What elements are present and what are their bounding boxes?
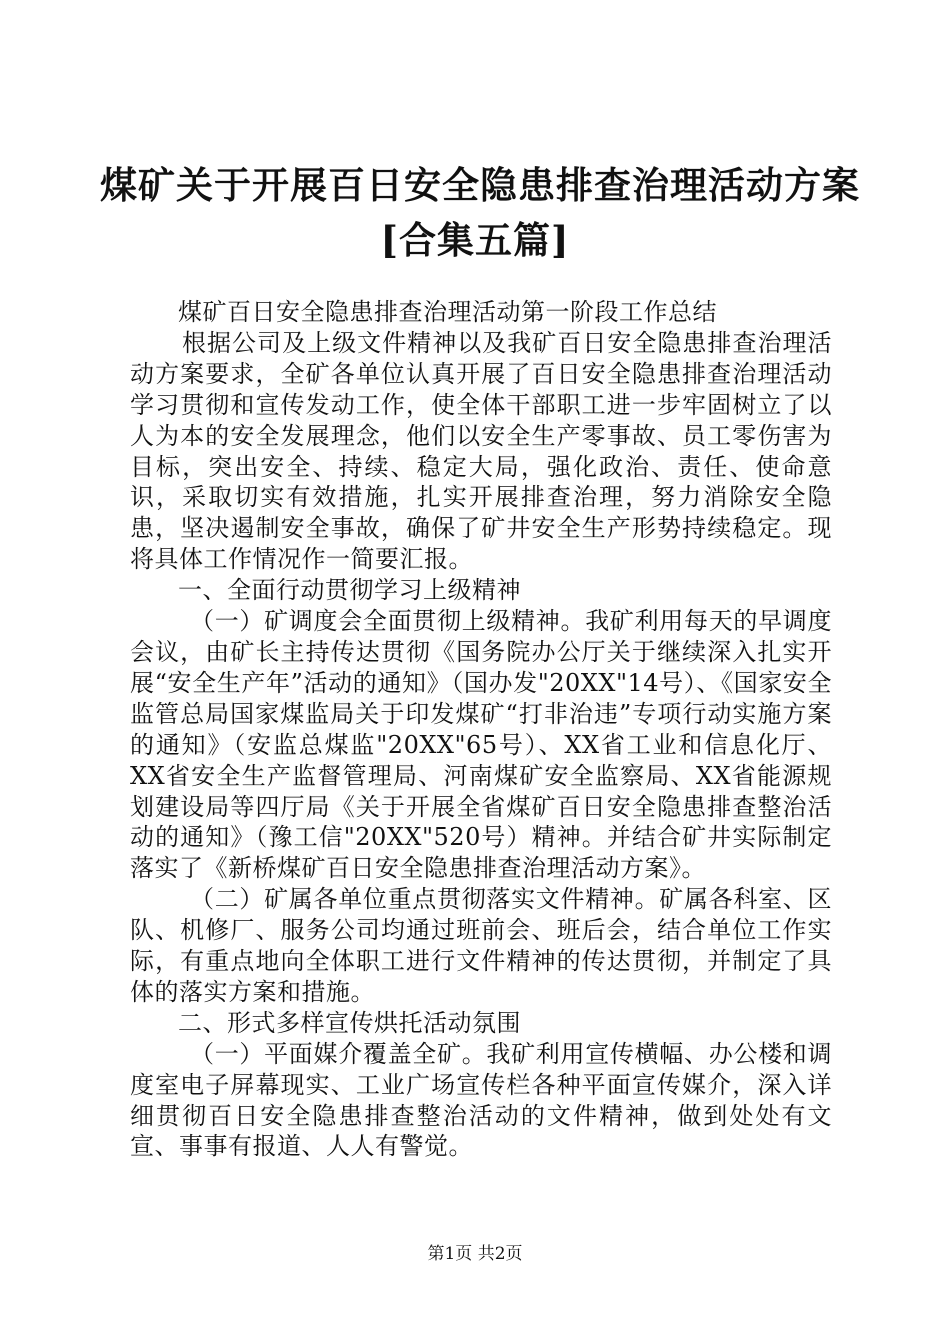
body-paragraph: （一）矿调度会全面贯彻上级精神。我矿利用每天的早调度会议，由矿长主持传达贯彻《国务院办公厅关于继续深入扎实开展“安全生产年”活动的通知》（国办发"20XX"14号）、《国家安全监管总局国家煤监局关于印发煤矿“打非治违”专项行动实施方案的通知》（安监总煤监"20XX"65号）、XX省工业和信息化厅、XX省安全生产监督管理局、河南煤矿安全监察局、XX省能源规划建设局等四厅局《关于开展全省煤矿百日安全隐患排查整治活动的通知》（豫工信"20XX"520号）精神。并结合矿井实际制定落实了《新桥煤矿百日安全隐患排查治理活动方案》。	[130, 607, 832, 883]
document-title-line-2: [合集五篇]	[380, 218, 570, 262]
body-paragraph: （一）平面媒介覆盖全矿。我矿利用宣传横幅、办公楼和调度室电子屏幕现实、工业广场宣传栏各种平面宣传媒介，深入详细贯彻百日安全隐患排查整治活动的文件精神，做到处处有文宣、事事有报道、人人有警觉。	[130, 1039, 832, 1161]
document-title-line-1: 煤矿关于开展百日安全隐患排查治理活动方案	[100, 163, 860, 207]
page-footer: 第1页 共2页	[427, 1244, 523, 1264]
section-heading: 一、全面行动贯彻学习上级精神	[178, 576, 521, 605]
body-paragraph: 根据公司及上级文件精神以及我矿百日安全隐患排查治理活动方案要求，全矿各单位认真开展了百日安全隐患排查治理活动学习贯彻和宣传发动工作，使全体干部职工进一步牢固树立了以人为本的安全发展理念，他们以安全生产零事故、员工零伤害为目标，突出安全、持续、稳定大局，强化政治、责任、使命意识，采取切实有效措施，扎实开展排查治理，努力消除安全隐患，坚决遏制安全事故，确保了矿井安全生产形势持续稳定。现将具体工作情况作一简要汇报。	[130, 328, 832, 574]
body-paragraph: （二）矿属各单位重点贯彻落实文件精神。矿属各科室、区队、机修厂、服务公司均通过班前会、班后会，结合单位工作实际，有重点地向全体职工进行文件精神的传达贯彻，并制定了具体的落实方案和措施。	[130, 885, 832, 1006]
section-heading: 二、形式多样宣传烘托活动氛围	[178, 1008, 521, 1037]
document-body	[130, 297, 832, 1162]
document-subtitle: 煤矿百日安全隐患排查治理活动第一阶段工作总结	[178, 298, 717, 326]
